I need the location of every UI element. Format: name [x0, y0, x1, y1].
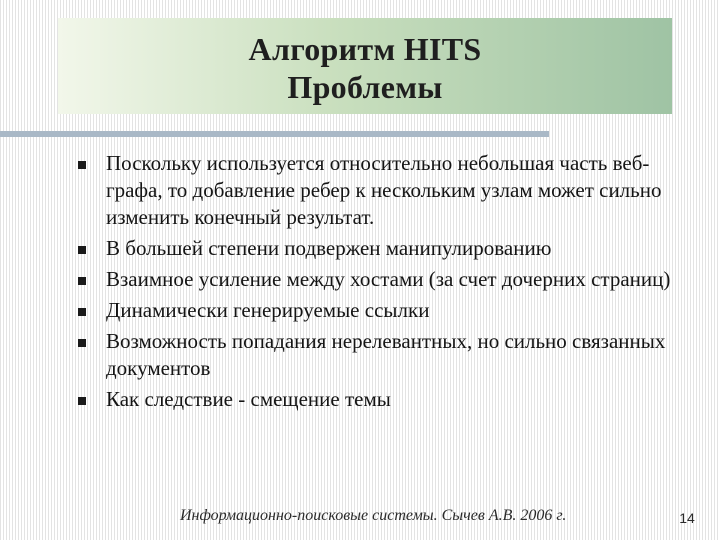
footer-caption: Информационно-поисковые системы. Сычев А.В. 2006 г.	[180, 507, 567, 524]
list-item	[74, 297, 684, 324]
slide-title: Алгоритм HITS	[248, 31, 482, 67]
square-bullet-icon	[78, 277, 86, 285]
bullet-text: В большей степени подвержен манипулированию	[106, 236, 552, 260]
square-bullet-icon	[78, 161, 86, 169]
bullet-text: Возможность попадания нерелевантных, но сильно связанных документов	[106, 329, 666, 380]
page-number: 14	[679, 510, 695, 526]
list-item	[74, 235, 684, 262]
bullet-text: Поскольку используется относительно небольшая часть веб-графа, то добавление ребер к нескольким узлам может сильно изменить конечный результат.	[106, 151, 662, 229]
title-banner	[58, 18, 672, 114]
square-bullet-icon	[78, 308, 86, 316]
title-divider	[0, 131, 549, 137]
square-bullet-icon	[78, 397, 86, 405]
bullet-text: Динамически генерируемые ссылки	[106, 298, 430, 322]
slide-subtitle: Проблемы	[287, 69, 443, 105]
list-item	[74, 150, 684, 231]
square-bullet-icon	[78, 339, 86, 347]
bullet-text: Как следствие - смещение темы	[106, 387, 391, 411]
list-item	[74, 266, 684, 293]
list-item	[74, 328, 684, 382]
bullet-list	[74, 150, 684, 417]
list-item	[74, 386, 684, 413]
square-bullet-icon	[78, 246, 86, 254]
bullet-text: Взаимное усиление между хостами (за счет дочерних страниц)	[106, 267, 671, 291]
